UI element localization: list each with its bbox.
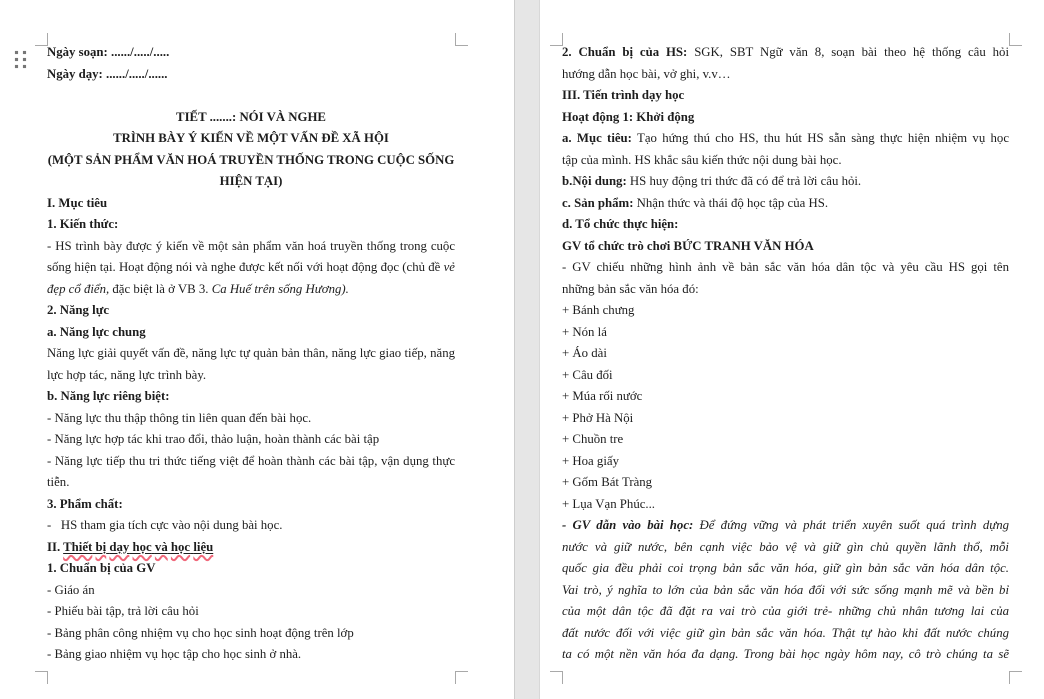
document-page-right[interactable] bbox=[539, 0, 1044, 699]
text-line[interactable]: ta có một nền văn hóa đa dạng. Trong bài học ngày hôm nay, cô trò chúng ta sẽ bbox=[562, 647, 1009, 661]
text-line[interactable]: a. Mục tiêu: Tạo hứng thú cho HS, thu hút HS sẵn sàng thực hiện nhiệm vụ học bbox=[562, 131, 1009, 145]
text-line[interactable]: - HS trình bày được ý kiến về một sản phẩm văn hoá truyền thống trong cuộc bbox=[47, 238, 455, 253]
text-line[interactable]: tập của mình. HS khắc sâu kiến thức nội dung bài học. bbox=[562, 152, 842, 167]
text-line[interactable]: + Múa rối nước bbox=[562, 389, 643, 403]
text-boundary-mark-top-right-icon bbox=[455, 33, 468, 46]
text-line[interactable]: 2. Chuẩn bị của HS: SGK, SBT Ngữ văn 8, soạn bài theo hệ thống câu hỏi bbox=[562, 45, 1009, 59]
document-page-left[interactable] bbox=[0, 0, 515, 699]
text-line[interactable]: - Bảng phân công nhiệm vụ cho học sinh hoạt động trên lớp bbox=[47, 625, 354, 640]
text-line[interactable]: hướng dẫn học bài, vở ghi, v.v… bbox=[562, 66, 731, 81]
text-line[interactable]: + Chuồn tre bbox=[562, 432, 624, 446]
text-line[interactable]: d. Tổ chức thực hiện: bbox=[562, 217, 679, 231]
text-line[interactable]: I. Mục tiêu bbox=[47, 195, 108, 210]
text-line[interactable]: b. Năng lực riêng biệt: bbox=[47, 389, 170, 403]
text-boundary-mark-top-right-icon bbox=[1009, 33, 1022, 46]
text-line[interactable]: những bản sắc văn hóa đó: bbox=[562, 281, 699, 296]
text-line[interactable]: - GV chiếu những hình ảnh về bản sắc văn hóa dân tộc và yêu cầu HS gọi tên bbox=[562, 260, 1009, 274]
text-line[interactable]: + Hoa giấy bbox=[562, 453, 619, 468]
drag-handle-icon[interactable] bbox=[15, 51, 26, 69]
text-line[interactable]: quốc gia đều phải coi trọng bản sắc văn hóa, giữ gìn bản sắc văn hóa dân tộc. bbox=[562, 561, 1009, 575]
text-line[interactable]: - Năng lực thu thập thông tin liên quan đến bài học. bbox=[47, 410, 312, 425]
text-line[interactable]: đất nước đối với việc giữ gìn bản sắc văn hóa. Thật tự hào khi đất nước chúng bbox=[562, 625, 1009, 640]
text-line[interactable]: - Năng lực hợp tác khi trao đổi, thảo luận, hoàn thành các bài tập bbox=[47, 432, 380, 446]
text-line[interactable]: + Nón lá bbox=[562, 324, 607, 339]
text-line[interactable]: + Gốm Bát Tràng bbox=[562, 475, 653, 489]
text-line[interactable]: - Năng lực tiếp thu tri thức tiếng việt để hoàn thành các bài tập, vận dụng thực bbox=[47, 453, 455, 468]
text-line[interactable]: TRÌNH BÀY Ý KIẾN VỀ MỘT VẤN ĐỀ XÃ HỘI bbox=[113, 131, 389, 145]
page-text-area[interactable] bbox=[562, 42, 1009, 666]
text-line[interactable]: a. Năng lực chung bbox=[47, 324, 146, 339]
text-line[interactable]: Ngày soạn: ....../...../..... bbox=[47, 45, 170, 59]
text-line[interactable]: 1. Kiến thức: bbox=[47, 217, 119, 231]
text-line[interactable]: + Áo dài bbox=[562, 346, 607, 360]
text-line[interactable]: Vai trò, ý nghĩa to lớn của bản sắc văn hóa đối với sức sống mạnh mẽ và bền bỉ bbox=[562, 582, 1009, 597]
text-boundary-mark-bottom-right-icon bbox=[1009, 671, 1022, 684]
text-line[interactable]: + Lụa Vạn Phúc... bbox=[562, 496, 655, 511]
text-line[interactable]: + Bánh chưng bbox=[562, 303, 635, 317]
text-line[interactable]: Hoạt động 1: Khởi động bbox=[562, 109, 695, 124]
text-boundary-mark-bottom-right-icon bbox=[455, 671, 468, 684]
text-line[interactable]: - GV dẫn vào bài học: Để đứng vững và phát triển xuyên suốt quá trình dựng bbox=[562, 518, 1009, 532]
text-line[interactable]: lực hợp tác, năng lực trình bày. bbox=[47, 367, 207, 382]
text-line[interactable]: sống hiện tại. Hoạt động nói và nghe được kết nối với hoạt động đọc (chủ đề vẻ bbox=[47, 260, 455, 274]
text-line[interactable]: nước và giữ nước, bên cạnh việc bảo vệ và giữ gìn chủ quyền lãnh thổ, mỗi bbox=[562, 539, 1009, 554]
text-line[interactable]: Năng lực giải quyết vấn đề, năng lực tự quản bản thân, năng lực giao tiếp, năng bbox=[47, 346, 455, 360]
text-line[interactable]: - Bảng giao nhiệm vụ học tập cho học sinh ở nhà. bbox=[47, 647, 302, 661]
text-line[interactable]: + Câu đối bbox=[562, 367, 613, 382]
text-line[interactable]: - Phiếu bài tập, trả lời câu hỏi bbox=[47, 604, 199, 618]
text-boundary-mark-bottom-left-icon bbox=[550, 671, 563, 684]
text-line[interactable]: - HS tham gia tích cực vào nội dung bài học. bbox=[47, 518, 283, 532]
text-line[interactable]: II. Thiết bị dạy học và học liệu bbox=[47, 539, 214, 554]
text-line[interactable]: + Phở Hà Nội bbox=[562, 410, 634, 425]
text-line[interactable]: 2. Năng lực bbox=[47, 303, 110, 317]
text-line[interactable]: b.Nội dung: HS huy động tri thức đã có để trả lời câu hỏi. bbox=[562, 174, 862, 188]
text-line[interactable]: đẹp cổ điển, đặc biệt là ở VB 3. Ca Huế trên sống Hương). bbox=[47, 281, 349, 296]
text-line[interactable]: 1. Chuẩn bị của GV bbox=[47, 561, 156, 575]
text-line[interactable]: 3. Phẩm chất: bbox=[47, 496, 123, 511]
page-text-area[interactable] bbox=[47, 42, 455, 666]
text-line[interactable]: HIỆN TẠI) bbox=[219, 174, 283, 188]
text-line[interactable]: Ngày dạy: ....../...../...... bbox=[47, 66, 168, 81]
text-line[interactable]: GV tổ chức trò chơi BỨC TRANH VĂN HÓA bbox=[562, 238, 814, 253]
text-boundary-mark-bottom-left-icon bbox=[35, 671, 48, 684]
text-line[interactable]: III. Tiến trình dạy học bbox=[562, 88, 685, 102]
text-line[interactable]: c. Sản phẩm: Nhận thức và thái độ học tập của HS. bbox=[562, 195, 829, 210]
text-line[interactable]: - Giáo án bbox=[47, 582, 95, 597]
text-line[interactable]: tiễn. bbox=[47, 475, 70, 489]
text-line[interactable]: (MỘT SẢN PHẨM VĂN HOÁ TRUYỀN THỐNG TRONG CUỘC SỐNG bbox=[47, 152, 455, 167]
text-line[interactable]: của một dân tộc đã đặt ra vai trò của giới trẻ- những chủ nhân tương lai của bbox=[562, 604, 1009, 618]
text-line[interactable]: TIẾT .......: NÓI VÀ NGHE bbox=[176, 109, 326, 124]
